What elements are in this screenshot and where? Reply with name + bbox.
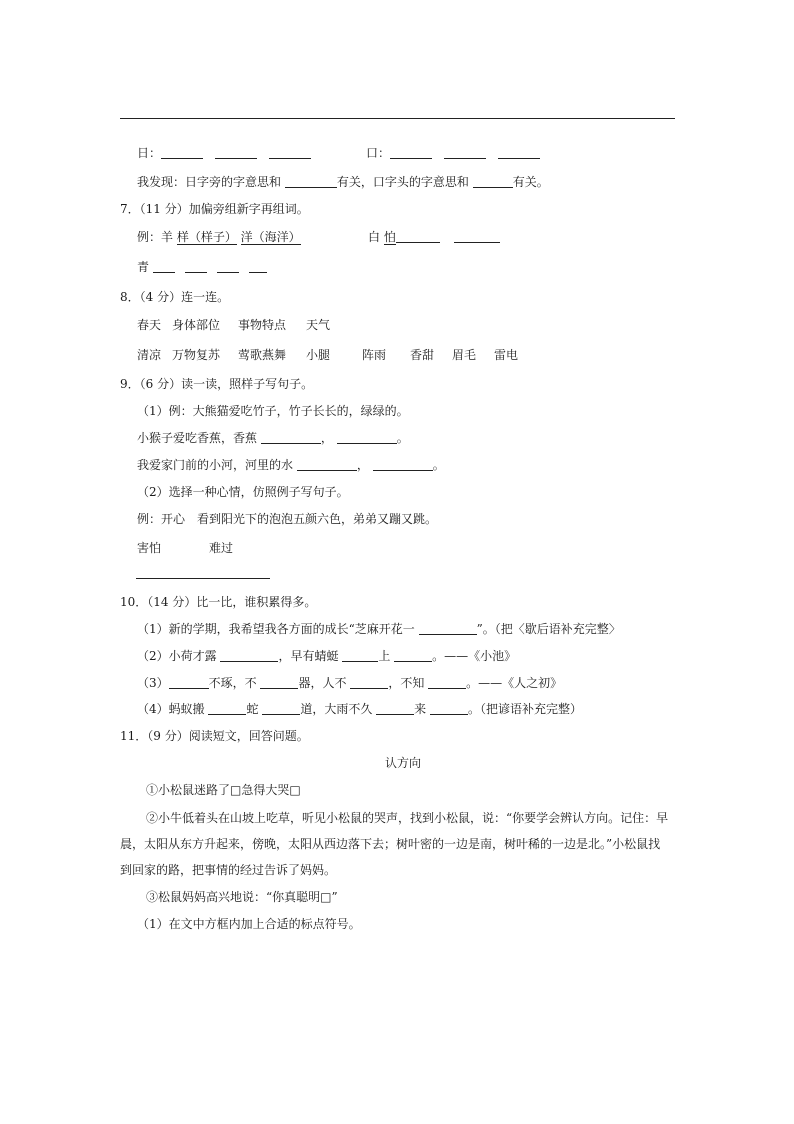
answer-blank[interactable] (217, 260, 239, 273)
given-char: 怕 (383, 230, 396, 244)
item-text: （4）蚂蚁搬 (137, 702, 205, 716)
q10-item3 (137, 675, 562, 691)
match-item[interactable]: 万物复苏 (172, 348, 221, 362)
q9-header: 9．（6 分）读一读，照样子写句子。 (120, 377, 314, 391)
q7-header: 7．（11 分）加偏旁组新字再组词。 (120, 202, 309, 216)
answer-blank[interactable] (153, 260, 175, 273)
q7-bai-row (368, 229, 500, 245)
punct: 。 (396, 431, 409, 445)
answer-blank[interactable] (350, 676, 388, 689)
answer-blank[interactable] (342, 649, 378, 662)
base-char: 青 (137, 260, 150, 274)
match-item[interactable]: 事物特点 (238, 318, 287, 332)
q7-qing-row (137, 259, 267, 275)
passage-para-2: ②小牛低着头在山坡上吃草，听见小松鼠的哭声，找到小松鼠，说：“你要学会辨认方向。记住：早 (146, 811, 669, 825)
answer-blank[interactable] (419, 622, 477, 635)
passage-para-1: ①小松鼠迷路了□急得大哭□ (146, 783, 301, 797)
q11-header: 11．（9 分）阅读短文，回答问题。 (120, 729, 309, 743)
answer-blank[interactable] (262, 702, 300, 715)
q7-example (137, 229, 301, 245)
q9-line2 (137, 457, 445, 473)
item-text: 。——《小池》 (432, 649, 517, 663)
answer-blank[interactable] (269, 146, 311, 159)
q10-item1 (137, 621, 621, 637)
q6-finding (137, 174, 549, 190)
match-item[interactable]: 雷电 (494, 348, 519, 362)
header-rule (120, 118, 675, 119)
passage-para-2: 到回家的路，把事情的经过告诉了妈妈。 (120, 863, 337, 877)
answer-blank[interactable] (396, 230, 440, 243)
q9-part2: （2）选择一种心情，仿照例子写句子。 (137, 485, 349, 499)
sentence-text: 我爱家门前的小河，河里的水 (137, 458, 294, 472)
finding-text: 有关，口字头的字意思和 (336, 175, 469, 189)
answer-blank[interactable] (473, 175, 513, 188)
example-word: 洋（海洋） (240, 230, 301, 244)
answer-blank[interactable] (297, 458, 357, 471)
answer-blank[interactable] (373, 458, 433, 471)
item-text: ，不知 (388, 676, 425, 690)
example-label: 例：羊 (137, 230, 177, 244)
q9-example: 例：开心 看到阳光下的泡泡五颜六色，弟弟又蹦又跳。 (137, 512, 438, 526)
item-text: （3） (137, 676, 169, 690)
passage-para-2: 晨，太阳从东方升起来，傍晚，太阳从西边落下去；树叶密的一边是南，树叶稀的一边是北。”小松鼠找 (120, 837, 661, 851)
match-item[interactable]: 天气 (306, 318, 331, 332)
mood-option[interactable]: 害怕 (137, 541, 162, 555)
answer-line[interactable] (136, 578, 270, 579)
finding-text: 有关。 (512, 175, 549, 189)
punct: 。 (432, 458, 445, 472)
q10-header: 10．（14 分）比一比，谁积累得多。 (120, 595, 317, 609)
item-text: 来 (414, 702, 427, 716)
answer-blank[interactable] (430, 702, 468, 715)
answer-blank[interactable] (261, 431, 321, 444)
match-item[interactable]: 身体部位 (172, 318, 221, 332)
answer-blank[interactable] (215, 146, 257, 159)
example-word: 样（样子） (176, 230, 237, 244)
answer-blank[interactable] (498, 146, 540, 159)
answer-blank[interactable] (161, 146, 203, 159)
passage-para-3: ③松鼠妈妈高兴地说：“你真聪明□” (146, 890, 338, 904)
item-text: ，早有蜻蜓 (278, 649, 339, 663)
item-text: 。（把谚语补充完整） (468, 702, 583, 716)
kou-label: 口： (366, 146, 391, 160)
item-text: 蛇 (246, 702, 259, 716)
answer-blank[interactable] (249, 260, 267, 273)
q9-line1 (137, 430, 409, 446)
q10-item4 (137, 701, 582, 717)
match-item[interactable]: 阵雨 (362, 348, 387, 362)
q11-sub1: （1）在文中方框内加上合适的标点符号。 (137, 917, 361, 931)
match-item[interactable]: 春天 (137, 318, 162, 332)
punct: ， (320, 431, 333, 445)
answer-blank[interactable] (444, 146, 486, 159)
sentence-text: 小猴子爱吃香蕉，香蕉 (137, 431, 258, 445)
item-text: 器，人不 (298, 676, 347, 690)
mood-option[interactable]: 难过 (209, 541, 234, 555)
ri-label: 日： (137, 146, 162, 160)
match-item[interactable]: 莺歌燕舞 (238, 348, 287, 362)
match-item[interactable]: 清凉 (137, 348, 162, 362)
answer-blank[interactable] (376, 702, 414, 715)
answer-blank[interactable] (185, 260, 207, 273)
q6-kou-row (366, 145, 540, 161)
item-text: ”。（把〈歇后语补充完整〉 (476, 622, 621, 636)
item-text: 。——《人之初》 (466, 676, 563, 690)
answer-blank[interactable] (337, 431, 397, 444)
answer-blank[interactable] (285, 175, 337, 188)
q8-header: 8．（4 分）连一连。 (120, 290, 230, 304)
item-text: （2）小荷才露 (137, 649, 217, 663)
answer-blank[interactable] (390, 146, 432, 159)
answer-blank[interactable] (208, 702, 246, 715)
q9-part1: （1）例：大熊猫爱吃竹子，竹子长长的，绿绿的。 (137, 404, 409, 418)
q6-ri-row (137, 145, 311, 161)
match-item[interactable]: 小腿 (306, 348, 331, 362)
answer-blank[interactable] (394, 649, 432, 662)
item-text: 上 (378, 649, 391, 663)
match-item[interactable]: 眉毛 (452, 348, 477, 362)
q10-item2 (137, 648, 516, 664)
match-item[interactable]: 香甜 (410, 348, 435, 362)
finding-text: 我发现：日字旁的字意思和 (137, 175, 282, 189)
item-text: （1）新的学期，我希望我各方面的成长“芝麻开花一 (137, 622, 415, 636)
item-text: 道，大雨不久 (300, 702, 373, 716)
passage-title: 认方向 (385, 756, 422, 770)
answer-blank[interactable] (220, 649, 278, 662)
answer-blank[interactable] (454, 230, 500, 243)
punct: ， (356, 458, 369, 472)
base-char: 白 (368, 230, 384, 244)
answer-blank[interactable] (428, 676, 466, 689)
answer-blank[interactable] (169, 676, 209, 689)
item-text: 不琢，不 (208, 676, 257, 690)
answer-blank[interactable] (260, 676, 298, 689)
